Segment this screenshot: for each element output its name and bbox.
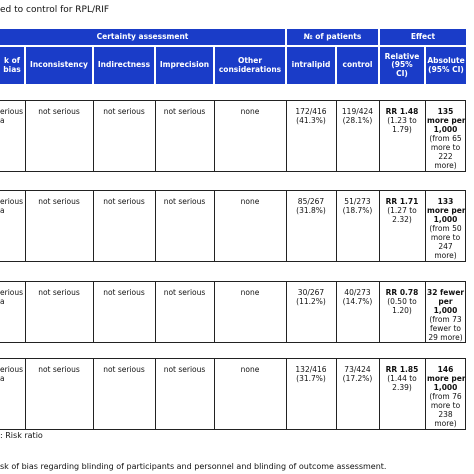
- cell-inconsistency: not serious: [38, 197, 80, 206]
- header-inconsistency: Inconsistency: [26, 47, 92, 84]
- relative-estimate: RR 0.78: [385, 288, 419, 297]
- table-row: [0, 281, 466, 343]
- absolute-estimate: 135 more per 1,000: [427, 107, 466, 134]
- header-other-considerations: Other considerations: [215, 47, 285, 84]
- cell-absolute: [425, 288, 466, 342]
- footnote-bias-note: sk of bias regarding blinding of participants and personnel and blinding of outcome assessment.: [0, 462, 387, 471]
- cell-control: 119/424 (28.1%): [341, 107, 374, 125]
- header-relative: Relative (95% CI): [380, 47, 424, 84]
- header-intralipid: intralipid: [287, 47, 335, 84]
- absolute-ci: (from 50 more to 247 more): [429, 224, 462, 260]
- cell-indirectness: not serious: [103, 197, 145, 206]
- cell-absolute: [425, 197, 466, 260]
- cell-imprecision: not serious: [163, 107, 206, 116]
- relative-ci: (1.27 to 2.32): [387, 206, 417, 224]
- absolute-ci: (from 65 more to 222 more): [429, 134, 462, 170]
- table-caption: ed to control for RPL/RIF: [0, 5, 110, 15]
- cell-risk-of-bias: erious a: [0, 365, 24, 383]
- table-row: [0, 100, 466, 172]
- relative-ci: (0.50 to 1.20): [387, 297, 417, 315]
- absolute-estimate: 133 more per 1,000: [427, 197, 466, 224]
- header-indirectness: Indirectness: [94, 47, 154, 84]
- header-effect: Effect: [380, 29, 466, 45]
- relative-estimate: RR 1.48: [385, 107, 419, 116]
- cell-relative: [379, 107, 425, 134]
- cell-other-considerations: none: [240, 107, 260, 116]
- cell-intralipid: 132/416 (31.7%): [295, 365, 327, 383]
- relative-estimate: RR 1.71: [385, 197, 419, 206]
- cell-control: 51/273 (18.7%): [342, 197, 373, 215]
- cell-other-considerations: none: [240, 288, 260, 297]
- header-risk-of-bias: k of bias: [0, 47, 24, 84]
- absolute-estimate: 32 fewer per 1,000: [427, 288, 465, 315]
- cell-relative: [379, 288, 425, 315]
- relative-ci: (1.44 to 2.39): [387, 374, 417, 392]
- cell-intralipid: 172/416 (41.3%): [295, 107, 327, 125]
- header-control: control: [337, 47, 378, 84]
- cell-control: 40/273 (14.7%): [342, 288, 373, 306]
- header-absolute: Absolute (95% CI): [426, 47, 466, 84]
- cell-other-considerations: none: [240, 197, 260, 206]
- cell-relative: [379, 365, 425, 392]
- cell-risk-of-bias: erious a: [0, 288, 24, 306]
- cell-absolute: [425, 107, 466, 170]
- cell-imprecision: not serious: [163, 365, 206, 374]
- header-num-patients: № of patients: [287, 29, 378, 45]
- cell-intralipid: 85/267 (31.8%): [296, 197, 326, 215]
- cell-indirectness: not serious: [103, 365, 145, 374]
- absolute-ci: (from 73 fewer to 29 more): [428, 315, 463, 342]
- cell-imprecision: not serious: [163, 197, 206, 206]
- cell-risk-of-bias: erious a: [0, 107, 24, 125]
- table-row: [0, 358, 466, 430]
- table-row: [0, 190, 466, 262]
- cell-control: 73/424 (17.2%): [342, 365, 373, 383]
- footnote-risk-ratio: : Risk ratio: [0, 431, 43, 440]
- header-imprecision: Imprecision: [156, 47, 213, 84]
- cell-intralipid: 30/267 (11.2%): [296, 288, 326, 306]
- cell-imprecision: not serious: [163, 288, 206, 297]
- header-certainty-assessment: Certainty assessment: [0, 29, 285, 45]
- cell-indirectness: not serious: [103, 107, 145, 116]
- absolute-ci: (from 76 more to 238 more): [429, 392, 462, 428]
- cell-risk-of-bias: erious a: [0, 197, 24, 215]
- cell-inconsistency: not serious: [38, 365, 80, 374]
- relative-estimate: RR 1.85: [385, 365, 419, 374]
- cell-indirectness: not serious: [103, 288, 145, 297]
- relative-ci: (1.23 to 1.79): [387, 116, 417, 134]
- cell-absolute: [425, 365, 466, 428]
- cell-relative: [379, 197, 425, 224]
- cell-inconsistency: not serious: [38, 107, 80, 116]
- cell-other-considerations: none: [240, 365, 260, 374]
- cell-inconsistency: not serious: [38, 288, 80, 297]
- absolute-estimate: 146 more per 1,000: [427, 365, 466, 392]
